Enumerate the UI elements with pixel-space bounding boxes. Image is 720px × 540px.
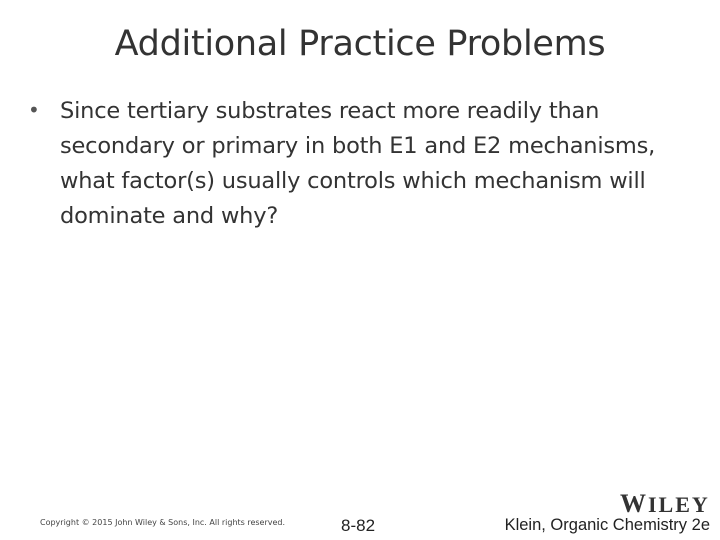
wiley-logo-initial: W [620, 489, 648, 518]
slide-title: Additional Practice Problems [114, 24, 606, 64]
wiley-logo-rest: ILEY [648, 492, 710, 517]
bullet-marker: • [28, 98, 40, 122]
wiley-logo [620, 489, 710, 519]
bullet-text: Since tertiary substrates react more readily than secondary or primary in both E1 and E2 mechanisms, what factor(s) usually controls which mechanism will dominate and why? [60, 98, 656, 229]
course-label: Klein, Organic Chemistry 2e [504, 516, 710, 534]
copyright-notice: Copyright © 2015 John Wiley & Sons, Inc. All rights reserved. [40, 518, 286, 527]
slide-number: 8-82 [341, 516, 376, 535]
